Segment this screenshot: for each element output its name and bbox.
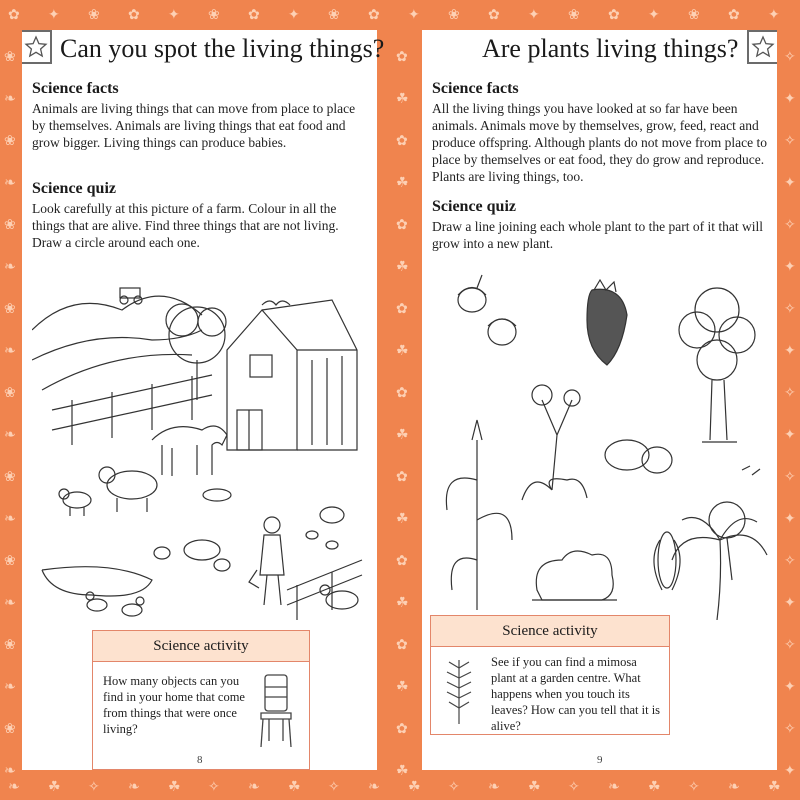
border-decoration-icon: ✦ bbox=[648, 7, 660, 23]
border-decoration-icon: ✿ bbox=[396, 469, 408, 485]
border-decoration-icon: ✧ bbox=[688, 779, 700, 795]
border-decoration-icon: ✦ bbox=[784, 511, 796, 527]
page-number: 9 bbox=[597, 754, 603, 766]
border-decoration-icon: ☘ bbox=[528, 779, 541, 795]
border-decoration-icon: ❀ bbox=[4, 301, 16, 317]
border-decoration-icon: ✧ bbox=[784, 553, 796, 569]
chair-icon bbox=[255, 671, 297, 751]
border-decoration-icon: ☘ bbox=[396, 763, 409, 779]
border-decoration-icon: ❧ bbox=[4, 175, 16, 191]
border-decoration-icon: ✿ bbox=[488, 7, 500, 23]
border-decoration-icon: ☘ bbox=[768, 779, 781, 795]
facts-heading: Science facts bbox=[432, 80, 519, 97]
activity-text: How many objects can you find in your home that come from things that were once living? bbox=[103, 674, 245, 736]
border-decoration-icon: ✧ bbox=[568, 779, 580, 795]
border-decoration-icon: ❀ bbox=[88, 7, 100, 23]
border-decoration-icon: ✧ bbox=[784, 133, 796, 149]
page-number: 8 bbox=[197, 754, 203, 766]
border-decoration-icon: ✦ bbox=[784, 679, 796, 695]
border-decoration-icon: ❀ bbox=[4, 385, 16, 401]
border-decoration-icon: ✧ bbox=[784, 217, 796, 233]
border-decoration-icon: ☘ bbox=[648, 779, 661, 795]
border-decoration-icon: ✦ bbox=[784, 259, 796, 275]
quiz-text: Look carefully at this picture of a farm. Colour in all the things that are alive. Find three things that are not living. Draw a circle around each one. bbox=[32, 201, 339, 250]
star-icon bbox=[747, 30, 777, 64]
border-decoration-icon: ✿ bbox=[396, 301, 408, 317]
border-decoration-icon: ❧ bbox=[4, 259, 16, 275]
border-decoration-icon: ✿ bbox=[396, 385, 408, 401]
border-decoration-icon: ✿ bbox=[396, 553, 408, 569]
border-decoration-icon: ❀ bbox=[4, 721, 16, 737]
page-title: Can you spot the living things? bbox=[60, 34, 385, 63]
star-icon bbox=[22, 30, 52, 64]
facts-heading: Science facts bbox=[32, 80, 119, 97]
mimosa-leaf-icon bbox=[441, 656, 477, 726]
border-decoration-icon: ✿ bbox=[248, 7, 260, 23]
border-decoration-icon: ☘ bbox=[396, 91, 409, 107]
border-decoration-icon: ✧ bbox=[208, 779, 220, 795]
science-activity-box bbox=[430, 615, 670, 735]
border-decoration-icon: ☘ bbox=[396, 595, 409, 611]
farm-illustration bbox=[32, 270, 372, 630]
border-decoration-icon: ✦ bbox=[168, 7, 180, 23]
page-title: Are plants living things? bbox=[482, 34, 739, 63]
border-decoration-icon: ☘ bbox=[168, 779, 181, 795]
border-decoration-icon: ☘ bbox=[396, 511, 409, 527]
border-decoration-icon: ✦ bbox=[48, 7, 60, 23]
border-decoration-icon: ✦ bbox=[408, 7, 420, 23]
border-decoration-icon: ✦ bbox=[784, 91, 796, 107]
border-decoration-icon: ❧ bbox=[4, 679, 16, 695]
border-decoration-icon: ❧ bbox=[4, 763, 16, 779]
border-decoration-icon: ❀ bbox=[688, 7, 700, 23]
border-decoration-icon: ☘ bbox=[396, 175, 409, 191]
border-decoration-icon: ✿ bbox=[128, 7, 140, 23]
border-decoration-icon: ❀ bbox=[4, 469, 16, 485]
border-decoration-icon: ✿ bbox=[8, 7, 20, 23]
border-decoration-icon: ❀ bbox=[4, 217, 16, 233]
border-decoration-icon: ❧ bbox=[248, 779, 260, 795]
border-decoration-icon: ❧ bbox=[4, 91, 16, 107]
border-decoration-icon: ✧ bbox=[784, 385, 796, 401]
left-page bbox=[22, 30, 385, 770]
border-decoration-icon: ❧ bbox=[4, 343, 16, 359]
border-decoration-icon: ✧ bbox=[784, 49, 796, 65]
quiz-text: Draw a line joining each whole plant to the part of it that will grow into a new plant. bbox=[432, 219, 764, 251]
border-decoration-icon: ❧ bbox=[488, 779, 500, 795]
activity-heading: Science activity bbox=[93, 631, 309, 662]
border-decoration-icon: ❀ bbox=[4, 49, 16, 65]
border-decoration-icon: ❀ bbox=[568, 7, 580, 23]
border-decoration-icon: ✿ bbox=[396, 637, 408, 653]
border-decoration-icon: ☘ bbox=[396, 343, 409, 359]
border-decoration-icon: ❧ bbox=[728, 779, 740, 795]
border-decoration-icon: ✦ bbox=[784, 427, 796, 443]
quiz-heading: Science quiz bbox=[432, 198, 516, 215]
border-decoration-icon: ☘ bbox=[396, 259, 409, 275]
border-decoration-icon: ❧ bbox=[4, 427, 16, 443]
border-decoration-icon: ❧ bbox=[4, 511, 16, 527]
border-decoration-icon: ✦ bbox=[784, 763, 796, 779]
border-decoration-icon: ✧ bbox=[784, 301, 796, 317]
border-decoration-icon: ☘ bbox=[396, 427, 409, 443]
border-decoration-icon: ✿ bbox=[728, 7, 740, 23]
activity-heading: Science activity bbox=[431, 616, 669, 647]
border-decoration-icon: ❀ bbox=[4, 133, 16, 149]
border-decoration-icon: ✧ bbox=[784, 637, 796, 653]
border-decoration-icon: ❧ bbox=[368, 779, 380, 795]
border-decoration-icon: ❀ bbox=[328, 7, 340, 23]
border-decoration-icon: ✿ bbox=[396, 721, 408, 737]
border-decoration-icon: ☘ bbox=[48, 779, 61, 795]
border-decoration-icon: ✧ bbox=[784, 469, 796, 485]
border-decoration-icon: ❧ bbox=[608, 779, 620, 795]
border-decoration-icon: ❧ bbox=[4, 595, 16, 611]
border-decoration-icon: ❀ bbox=[208, 7, 220, 23]
border-decoration-icon: ✧ bbox=[88, 779, 100, 795]
activity-text: See if you can find a mimosa plant at a garden centre. What happens when you touch its leaves? How can you tell that it is alive? bbox=[491, 655, 661, 733]
border-decoration-icon: ❀ bbox=[4, 553, 16, 569]
border-decoration-icon: ✦ bbox=[784, 343, 796, 359]
border-decoration-icon: ❀ bbox=[4, 637, 16, 653]
border-decoration-icon: ❧ bbox=[128, 779, 140, 795]
border-decoration-icon: ✿ bbox=[396, 217, 408, 233]
border-decoration-icon: ✿ bbox=[368, 7, 380, 23]
border-decoration-icon: ✿ bbox=[608, 7, 620, 23]
border-decoration-icon: ✦ bbox=[528, 7, 540, 23]
border-decoration-icon: ✧ bbox=[784, 721, 796, 737]
border-decoration-icon: ❀ bbox=[448, 7, 460, 23]
quiz-heading: Science quiz bbox=[32, 180, 116, 197]
border-decoration-icon: ☘ bbox=[408, 779, 421, 795]
border-decoration-icon: ✿ bbox=[396, 49, 408, 65]
border-decoration-icon: ✧ bbox=[448, 779, 460, 795]
facts-text: All the living things you have looked at so far have been animals. Animals move by themselves, grow, feed, react and produce offspring. Although plants do not move from place to place by themselves or eat food, they do grow and reproduce. Plants are living things, too. bbox=[432, 101, 767, 184]
science-activity-box bbox=[92, 630, 310, 770]
border-decoration-icon: ✦ bbox=[768, 7, 780, 23]
border-decoration-icon: ☘ bbox=[288, 779, 301, 795]
border-decoration-icon: ✧ bbox=[328, 779, 340, 795]
border-decoration-icon: ❧ bbox=[8, 779, 20, 795]
facts-text: Animals are living things that can move from place to place by themselves. Animals are living things that eat food and grow bigger. Living things can produce babies. bbox=[32, 101, 356, 150]
plants-illustration bbox=[432, 260, 772, 620]
border-decoration-icon: ✦ bbox=[288, 7, 300, 23]
border-decoration-icon: ☘ bbox=[396, 679, 409, 695]
right-page bbox=[422, 30, 777, 770]
border-decoration-icon: ✦ bbox=[784, 175, 796, 191]
border-decoration-icon: ✿ bbox=[396, 133, 408, 149]
border-decoration-icon: ✦ bbox=[784, 595, 796, 611]
